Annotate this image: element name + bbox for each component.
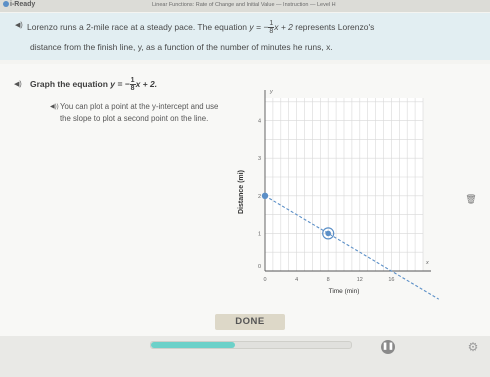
point-y-intercept[interactable] bbox=[262, 193, 268, 199]
done-button[interactable]: DONE bbox=[215, 314, 285, 330]
y-tick-label: 0 bbox=[257, 264, 261, 270]
progress-fill bbox=[151, 342, 235, 348]
pause-button[interactable] bbox=[381, 340, 395, 354]
brand-name: i-Ready bbox=[10, 1, 36, 8]
y-axis-label: Distance (mi) bbox=[238, 170, 245, 215]
y-tick-label: 1 bbox=[257, 231, 261, 238]
y-tick-label: 2 bbox=[257, 193, 261, 200]
speaker-icon[interactable]: ◀) bbox=[15, 22, 23, 29]
x-tick-label: 0 bbox=[263, 277, 267, 283]
x-tick-label: 8 bbox=[326, 277, 330, 283]
question-line-2: distance from the finish line, y, as a function of the number of minutes he runs, x. bbox=[30, 42, 333, 52]
x-tick-label: 4 bbox=[295, 277, 299, 283]
y-tick-label: 4 bbox=[257, 118, 261, 125]
y-axis-variable: y bbox=[270, 89, 273, 96]
x-tick-label: 12 bbox=[356, 277, 363, 283]
gear-icon: ⚙ bbox=[467, 340, 479, 354]
trash-icon[interactable]: 🗑 bbox=[465, 194, 477, 204]
speaker-icon[interactable]: ◀) bbox=[14, 81, 22, 88]
settings-button[interactable] bbox=[466, 340, 480, 354]
graph-prompt: Graph the equation y = − $\frac{1}{8}$ x + 2. bbox=[30, 77, 158, 92]
x-axis-label: Time (min) bbox=[328, 288, 360, 295]
pause-icon: ❚❚ bbox=[382, 343, 394, 350]
lesson-title: Linear Functions: Rate of Change and Initial Value — Instruction — Level H bbox=[152, 2, 336, 8]
y-tick-label: 3 bbox=[257, 156, 261, 163]
slope-fraction: $\frac{1}{8}$ bbox=[130, 77, 135, 92]
question-line-1: Lorenzo runs a 2-mile race at a steady pace. The equation y = − $\frac{1}{8}$ x + 2 represents Lorenzo's bbox=[27, 20, 375, 35]
progress-bar bbox=[150, 341, 352, 349]
x-axis-variable: x bbox=[426, 260, 429, 266]
hint-text: You can plot a point at the y-intercept and use the slope to plot a second point on the line. bbox=[60, 102, 219, 123]
x-tick-label: 16 bbox=[388, 277, 395, 283]
point-second[interactable] bbox=[325, 231, 331, 237]
slope-fraction: $\frac{1}{8}$ bbox=[269, 20, 274, 35]
speaker-icon[interactable]: ◀)) bbox=[50, 104, 59, 110]
